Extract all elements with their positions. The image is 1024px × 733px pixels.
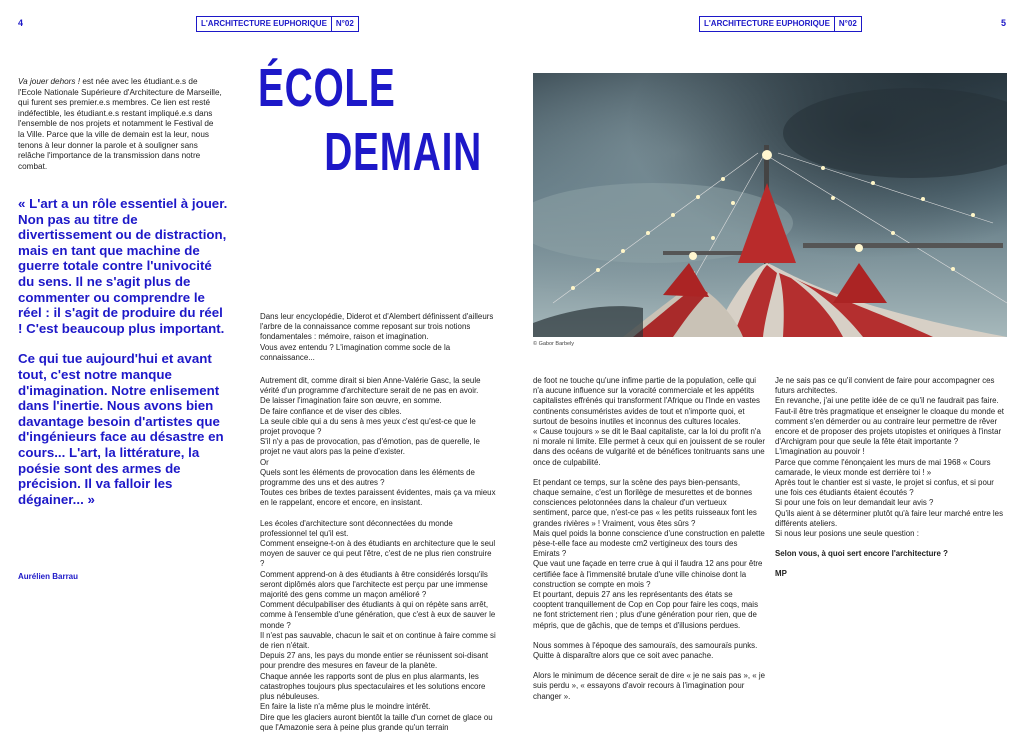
photo-credit: © Gabor Barbely — [533, 341, 575, 347]
title-line-1: ÉCOLE — [258, 58, 396, 118]
pull-quote — [18, 196, 228, 522]
paragraph: Les écoles d'architecture sont déconnectées du monde professionnel tel qu'il est. — [260, 518, 453, 538]
paragraph: Dans leur encyclopédie, Diderot et d'Alembert définissent d'ailleurs l'arbre de la connaissance comme reposant sur trois notions fondamentales : mémoire, raison et imagination. — [260, 312, 494, 342]
paragraph: De laisser l'imagination faire son œuvre, en somme. — [260, 396, 442, 406]
paragraph: Comment apprend-on à des étudiants à être considérés lorsqu'ils seront diplômés alors que l'architecte est perçu par une immense majorité des gens comme un maçon amélioré ? — [260, 569, 488, 600]
page-number-left: 4 — [18, 18, 24, 28]
paragraph: Qu'ils aient à se déterminer plutôt qu'à faire leur marché entre les différents ateliers. — [775, 508, 1004, 528]
paragraph: Comment déculpabiliser des étudiants à qui on répète sans arrêt, comme à l'ensemble d'une génération, que c'est à eux de sauver le monde ? — [260, 600, 496, 630]
paragraph: Je ne sais pas ce qu'il convient de faire pour accompagner ces futurs architectes. — [775, 376, 995, 396]
text-column-1 — [260, 312, 496, 363]
paragraph: Il n'est pas sauvable, chacun le sait et on continue à faire comme si de rien n'était. — [260, 630, 496, 651]
magazine-name: L'ARCHITECTURE EUPHORIQUE — [704, 19, 830, 28]
paragraph: L'imagination au pouvoir ! — [775, 447, 865, 457]
quote-paragraph: « L'art a un rôle essentiel à jouer. Non pas au titre de divertissement ou de distraction, mais en tant que machine de guerre totale contre l'univocité du sens. Il ne s'agit plus de commenter ou comprendre le réel : il s'agit de produire du réel ! C'est beaucoup plus important. — [18, 196, 228, 336]
paragraph: S'il n'y a pas de provocation, pas d'émotion, pas de querelle, le projet ne vaut alors pas la peine d'exister. — [260, 437, 480, 457]
paragraph: Que vaut une façade en terre crue à qui il faudra 12 ans pour être certifiée face à l'immensité brutale d'une ville chinoise dont la construction se compte en mois ? — [533, 559, 763, 589]
paragraph: Chaque année les rapports sont de plus en plus alarmants, les catastrophes toujours plus spectaculaires et les solutions encore plus nébuleuses. — [260, 671, 486, 702]
text-column-3 — [533, 376, 765, 702]
paragraph: Mais quel poids la bonne conscience d'une construction en palette pèse-t-elle face au modeste cm2 vertigineux des tours des Emirats ? — [533, 528, 765, 559]
text-column-2 — [260, 376, 496, 733]
article-title — [258, 56, 482, 184]
title-line-2: DEMAIN — [324, 122, 482, 182]
signature: MP — [775, 569, 787, 579]
quote-paragraph: Ce qui tue aujourd'hui et avant tout, c'est notre manque d'imagination. Notre enlisement dans l'inertie. Nous avons bien davantage besoin d'artistes que d'ingénieurs face au désastre en cours... L'art, la littérature, la poésie sont des armes de précision. Il va falloir les dégainer... » — [18, 351, 224, 507]
intro-text — [18, 77, 222, 172]
paragraph: Si nous leur posions une seule question : — [775, 529, 919, 539]
paragraph: Vous avez entendu ? L'imagination comme socle de la connaissance... — [260, 342, 451, 362]
paragraph: En faire la liste n'a même plus le moindre intérêt. — [260, 702, 431, 712]
paragraph: Faut-il être très pragmatique et enseigner le cloaque du monde et comment s'en démerder ou au contraire leur permettre de rêver encore et de proposer des projets utopistes et oniriques à l'instar d'Archigram pour que seule la fête était importante ? — [775, 406, 1004, 447]
issue-number: N°02 — [331, 17, 358, 31]
paragraph: En revanche, j'ai une petite idée de ce qu'il ne faudrait pas faire. — [775, 396, 999, 406]
closing-question: Selon vous, à quoi sert encore l'architecture ? — [775, 549, 948, 559]
intro-body: est née avec les étudiant.e.s de l'Ecole Nationale Supérieure d'Architecture de Marseille, qui furent ses premier.e.s membres. Ce lien est resté indéfectible, les étudiant.e.s restant impliqué.e.s dans l'ensemble de nos projets et notamment le Festival de la Ville. Parce que la ville de demain est la leur, nous tenons à leur donner la parole et à souligner sans relâche l'importance de la transmission dans notre combat. — [18, 77, 222, 171]
paragraph: La seule cible qui a du sens à mes yeux c'est qu'est-ce que le projet provoque ? — [260, 416, 476, 437]
paragraph: Or — [260, 457, 269, 467]
paragraph: Quels sont les éléments de provocation dans les éléments de programme des uns et des autres ? — [260, 467, 475, 488]
text-column-4 — [775, 376, 1007, 580]
magazine-name: L'ARCHITECTURE EUPHORIQUE — [201, 19, 327, 28]
paragraph: Nous sommes à l'époque des samouraïs, des samouraïs punks. Quitte à disparaître alors que ce soit avec panache. — [533, 640, 758, 661]
paragraph: Autrement dit, comme dirait si bien Anne-Valérie Gasc, la seule vérité d'un programme d'architecture serait de ne pas en avoir. — [260, 376, 481, 396]
header-right — [699, 16, 862, 32]
paragraph: Dire que les glaciers auront bientôt la taille d'un cornet de glace ou que l'Amazonie sera à peine plus grande qu'un terrain — [260, 712, 493, 732]
paragraph: Après tout le chantier est si vaste, le projet si confus, et si pour une fois ces étudiants étaient écoutés ? — [775, 478, 994, 498]
intro-lead: Va jouer dehors ! — [18, 77, 81, 86]
paragraph: Depuis 27 ans, les pays du monde entier se réunissent soi-disant pour prendre des mesures en faveur de la planète. — [260, 651, 489, 671]
circus-tent-photo — [533, 73, 1007, 337]
paragraph: « Cause toujours » se dit le Baal capitaliste, car la loi du profit n'a ni morale ni limite. Elle permet à ceux qui en jouissent de se rouler dans des océans de vulgarité et de bénéfices tonitruants sans une once de culpabilité. — [533, 427, 766, 467]
photo-illustration — [533, 73, 1007, 337]
paragraph: Parce que comme l'énonçaient les murs de mai 1968 « Cours camarade, le vieux monde est derrière toi ! » — [775, 457, 991, 477]
paragraph: Comment enseigne-t-on à des étudiants en architecture que le seul moyen de sauver ce qui peut l'être, c'est de ne plus rien construire ? — [260, 539, 496, 569]
paragraph: Toutes ces bribes de textes paraissent évidentes, mais ça va mieux en le rappelant, encore et encore, en insistant. — [260, 488, 496, 508]
paragraph: Si pour une fois on leur demandait leur avis ? — [775, 498, 934, 508]
issue-number: N°02 — [834, 17, 861, 31]
paragraph: De faire confiance et de viser des cibles. — [260, 406, 402, 416]
quote-author: Aurélien Barrau — [18, 572, 79, 581]
paragraph: Et pourtant, depuis 27 ans les représentants des états se cooptent tranquillement de Cop en Cop pour faire les coqs, mais ne font strictement rien ; plus d'une génération pour rien, que de mépris, que de gâchis, que de temps et d'illusions perdues. — [533, 590, 759, 630]
paragraph: Alors le minimum de décence serait de dire « je ne sais pas », « je suis perdu », « essayons d'avoir recours à l'imagination pour changer ». — [533, 671, 766, 701]
page-number-right: 5 — [1001, 18, 1007, 28]
header-left — [196, 16, 359, 32]
paragraph: de foot ne touche qu'une infime partie de la population, celle qui n'a aucune influence sur la voracité commerciale et les appétits capitalistes effrénés qui transforment l'Afrique ou l'Inde en vastes continents consuméristes avides de tout et n'importe quoi, et surtout de besoins inutiles et inconnus des cultures locales. — [533, 376, 760, 426]
paragraph: Et pendant ce temps, sur la scène des pays bien-pensants, chaque semaine, c'est un florilège de mesurettes et de bonnes consciences pelotonnées dans la chaleur d'un vertueux sentiment, parce que, n'est-ce pas « les petits ruisseaux font les grandes rivières » ! Vraiment, vous êtes sûrs ? — [533, 477, 757, 528]
